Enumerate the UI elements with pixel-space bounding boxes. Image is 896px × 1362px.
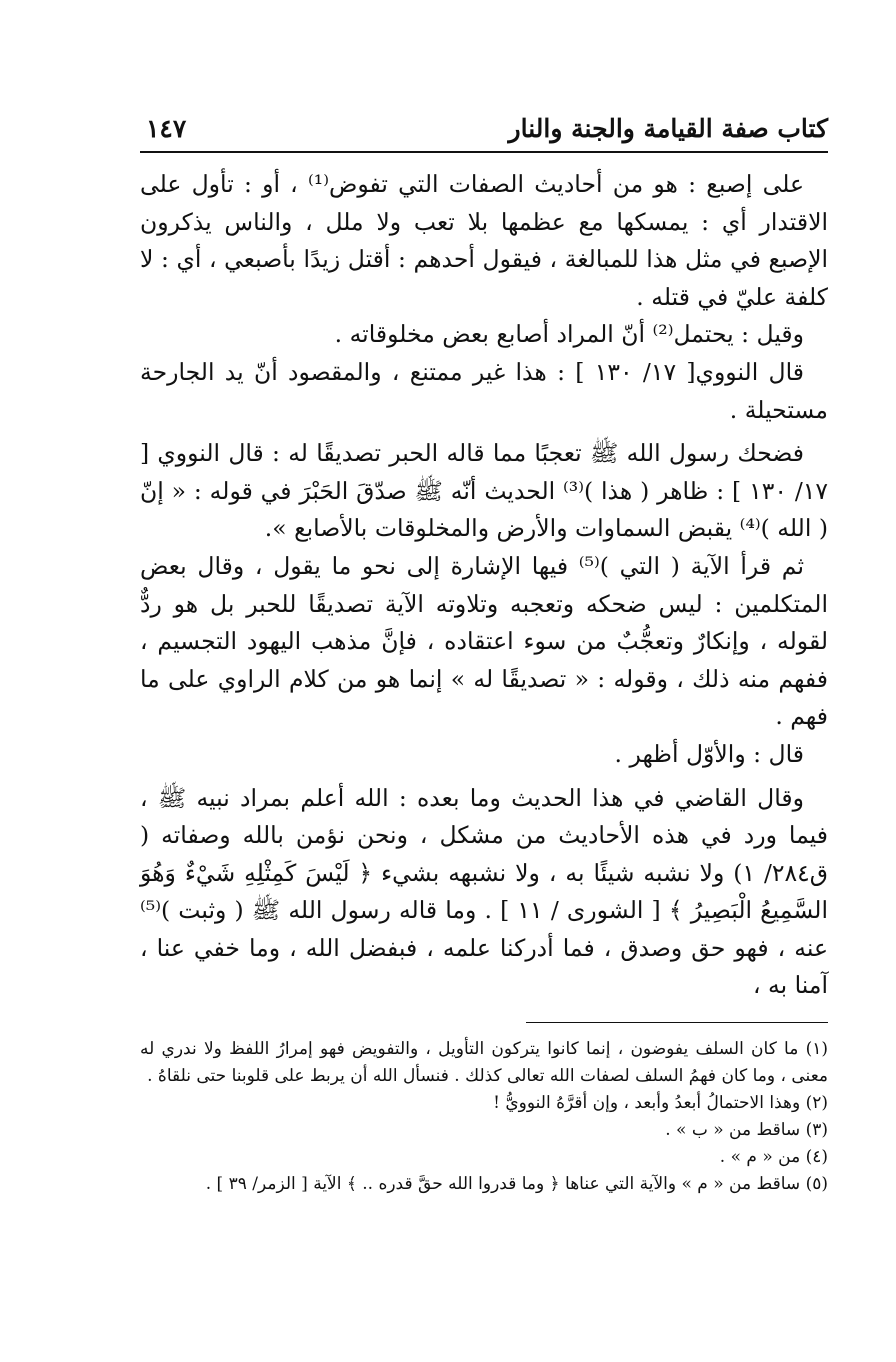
- paragraph: ثم قرأ الآية ( التي )⁽⁵⁾ فيها الإشارة إلى نحو ما يقول ، وقال بعض المتكلمين : ليس ضحكه وتعجبه وتلاوته الآية تصديقًا للحبر بل هو ردٌّ لقوله ، وإنكارٌ وتعجُّبٌ من سوء اعتقاده ، فإنَّ مذهب اليهود التجسيم ، ففهم منه ذلك ، وقوله : « تصديقًا له » إنما هو من كلام الراوي على ما فهم .: [140, 551, 828, 731]
- footnote: (١) ما كان السلف يفوضون ، إنما كانوا يتركون التأويل ، والتفويض فهو إمرارُ اللفظ ولا ندري له معنى ، وما كان فهمُ السلف لصفات الله تعالى كذلك . فنسأل الله أن يربط على قلوبنا حتى نلقاهُ .: [140, 1039, 828, 1086]
- paragraph: على إصبع : هو من أحاديث الصفات التي تفوض⁽¹⁾ ، أو : تأول على الاقتدار أي : يمسكها مع عظمها بلا تعب ولا ملل ، والناس يذكرون الإصبع في مثل هذا للمبالغة ، فيقول أحدهم : أقتل زيدًا بأصبعي ، أي : لا كلفة عليّ في قتله .: [140, 170, 828, 311]
- footnote: (٤) من « م » .: [719, 1147, 828, 1167]
- footnotes: [140, 1036, 828, 1198]
- main-text: [140, 166, 828, 1005]
- footnote-rule: [526, 1022, 828, 1023]
- paragraph: قال : والأوّل أظهر .: [614, 739, 804, 768]
- paragraph: قال النووي[ ١٧/ ١٣٠ ] : هذا غير ممتنع ، والمقصود أنّ يد الجارحة مستحيلة .: [140, 357, 828, 424]
- header-rule: [140, 151, 828, 153]
- paragraph: وقيل : يحتمل⁽²⁾ أنّ المراد أصابع بعض مخلوقاته .: [334, 320, 804, 349]
- page-number: ١٤٧: [146, 114, 187, 143]
- paragraph: وقال القاضي في هذا الحديث وما بعده : الله أعلم بمراد نبيه ﷺ ، فيما ورد في هذه الأحاديث من مشكل ، ونحن نؤمن بالله وصفاته ( ق٢٨٤/ ١) ولا نشبه شيئًا به ، ولا نشبهه بشيء ﴿ لَيْسَ كَمِثْلِهِ شَيْءٌ وَهُوَ السَّمِيعُ الْبَصِيرُ ﴾ [ الشورى / ١١ ] . وما قاله رسول الله ﷺ ( وثبت )⁽⁵⁾ عنه ، فهو حق وصدق ، فما أدركنا علمه ، فبفضل الله ، وما خفي عنا ، آمنا به ،: [140, 783, 828, 1000]
- footnote: (٣) ساقط من « ب » .: [665, 1120, 828, 1140]
- footnote: (٢) وهذا الاحتمالُ أبعدُ وأبعد ، وإن أقرَّهُ النوويُّ !: [493, 1093, 828, 1113]
- paragraph: فضحك رسول الله ﷺ تعجبًا مما قاله الحبر تصديقًا له : قال النووي [ ١٧/ ١٣٠ ] : ظاهر ( هذا )⁽³⁾ الحديث أنّه ﷺ صدّقَ الحَبْرَ في قوله : « إنّ ( الله )⁽⁴⁾ يقبض السماوات والأرض والمخلوقات بالأصابع ».: [140, 439, 828, 543]
- header-title: كتاب صفة القيامة والجنة والنار: [508, 114, 828, 143]
- running-header: [140, 108, 828, 150]
- footnote: (٥) ساقط من « م » والآية التي عناها ﴿ وما قدروا الله حقَّ قدره .. ﴾ الآية [ الزمر/ ٣٩ ] .: [205, 1174, 828, 1194]
